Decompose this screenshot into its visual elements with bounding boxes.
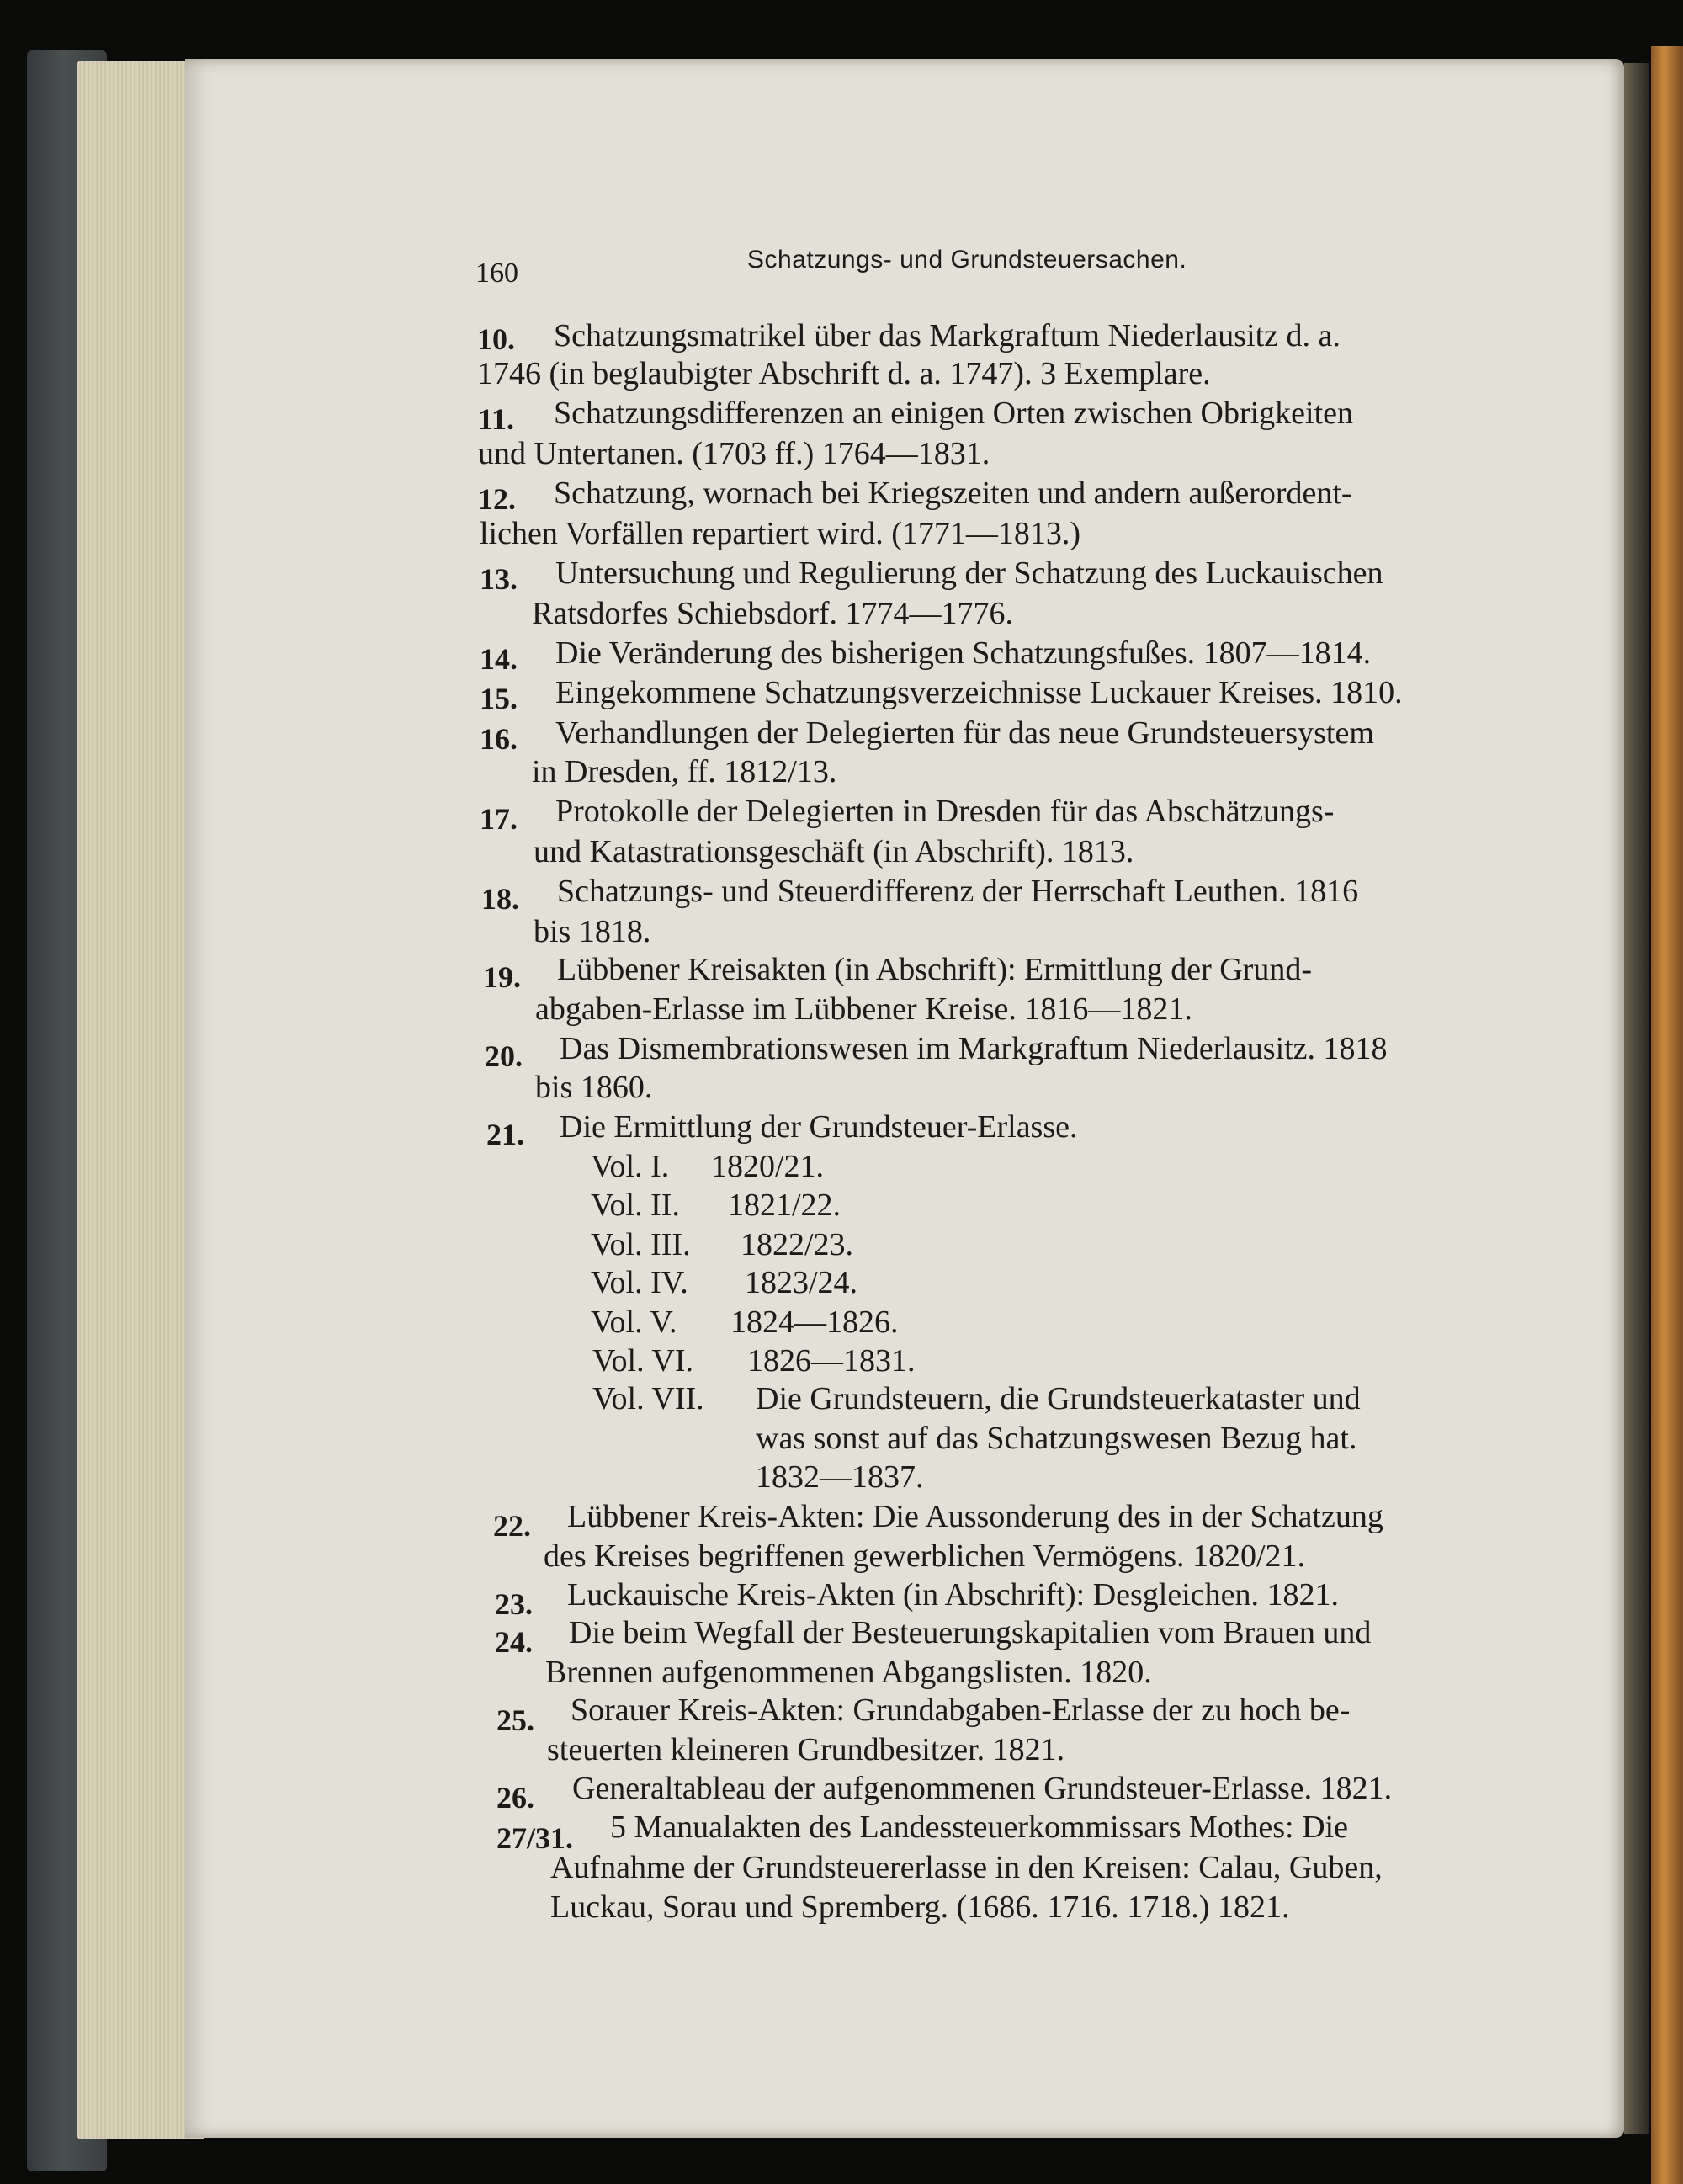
entry-number: 25. — [496, 1703, 534, 1737]
entry-number: 26. — [496, 1781, 534, 1815]
entry-line: 5 Manualakten des Landessteuerkommissars Mothes: Die — [610, 1809, 1348, 1845]
volume-text: 1832—1837. — [756, 1459, 924, 1495]
entry-line: Luckauische Kreis-Akten (in Abschrift): Desgleichen. 1821. — [567, 1577, 1340, 1613]
volume-label: Vol. I. — [591, 1149, 670, 1184]
entry-line: Die beim Wegfall der Besteuerungskapitalien vom Brauen und — [569, 1615, 1372, 1650]
entry-line: und Katastrationsgeschäft (in Abschrift). 1813. — [534, 834, 1134, 869]
volume-text: 1826—1831. — [747, 1343, 916, 1379]
entry-number: 10. — [477, 322, 515, 356]
volume-text: 1821/22. — [728, 1188, 842, 1223]
entry-number: 27/31. — [496, 1821, 574, 1855]
running-title: Schatzungs- und Grundsteuersachen. — [747, 246, 1187, 274]
volume-text: 1822/23. — [741, 1227, 854, 1262]
entry-line: Generaltableau der aufgenommenen Grundsteuer-Erlasse. 1821. — [572, 1771, 1393, 1806]
entry-line: Ratsdorfes Schiebsdorf. 1774—1776. — [532, 596, 1014, 631]
entry-number: 20. — [485, 1039, 523, 1073]
volume-label: Vol. II. — [591, 1188, 680, 1223]
volume-label: Vol. VII. — [592, 1381, 704, 1416]
entry-line: Eingekommene Schatzungsverzeichnisse Luckauer Kreises. 1810. — [555, 675, 1403, 710]
volume-text: 1823/24. — [745, 1265, 858, 1300]
entry-line: Untersuchung und Regulierung der Schatzung des Luckauischen — [555, 555, 1383, 591]
entry-number: 16. — [480, 722, 518, 756]
entry-number: 23. — [495, 1587, 533, 1621]
entry-line: Das Dismembrationswesen im Markgraftum Niederlausitz. 1818 — [560, 1031, 1388, 1066]
entry-number: 21. — [486, 1118, 524, 1151]
entry-line: 1746 (in beglaubigter Abschrift d. a. 1747). 3 Exemplare. — [477, 356, 1211, 391]
page-number: 160 — [475, 258, 518, 289]
entry-number: 14. — [480, 642, 518, 676]
entry-line: in Dresden, ff. 1812/13. — [532, 754, 837, 789]
entry-line: lichen Vorfällen repartiert wird. (1771—1813.) — [480, 516, 1081, 551]
entry-number: 15. — [480, 682, 518, 715]
entry-line: bis 1860. — [535, 1070, 653, 1105]
entry-line: Sorauer Kreis-Akten: Grundabgaben-Erlasse der zu hoch be- — [571, 1692, 1351, 1728]
volume-label: Vol. IV. — [591, 1265, 688, 1300]
entry-line: Protokolle der Delegierten in Dresden für das Abschätzungs- — [555, 794, 1335, 829]
entry-line: Schatzung, wornach bei Kriegszeiten und andern außerordent- — [554, 476, 1352, 511]
entry-line: bis 1818. — [534, 914, 651, 949]
entry-number: 19. — [483, 960, 521, 994]
entry-line: Die Ermittlung der Grundsteuer-Erlasse. — [560, 1109, 1078, 1145]
entry-line: Lübbener Kreis-Akten: Die Aussonderung des in der Schatzung — [567, 1499, 1383, 1534]
entry-line: abgaben-Erlasse im Lübbener Kreise. 1816—1821. — [535, 991, 1192, 1027]
entry-line: Aufnahme der Grundsteuererlasse in den Kreisen: Calau, Guben, — [550, 1850, 1383, 1885]
volume-text: 1820/21. — [711, 1149, 825, 1184]
entry-line: des Kreises begriffenen gewerblichen Vermögens. 1820/21. — [544, 1538, 1306, 1574]
volume-label: Vol. VI. — [592, 1343, 694, 1379]
entry-line: Brennen aufgenommenen Abgangslisten. 1820. — [545, 1655, 1152, 1690]
entry-line: Schatzungsmatrikel über das Markgraftum Niederlausitz d. a. — [554, 318, 1341, 353]
volume-text: was sonst auf das Schatzungswesen Bezug hat. — [756, 1421, 1357, 1456]
entry-number: 13. — [480, 562, 518, 596]
entry-number: 17. — [480, 802, 518, 836]
entry-line: Verhandlungen der Delegierten für das neue Grundsteuersystem — [555, 715, 1374, 751]
volume-label: Vol. III. — [591, 1227, 691, 1262]
volume-label: Vol. V. — [591, 1305, 677, 1340]
entry-number: 24. — [495, 1625, 533, 1659]
entry-line: und Untertanen. (1703 ff.) 1764—1831. — [478, 436, 990, 471]
entry-line: steuerten kleineren Grundbesitzer. 1821. — [547, 1732, 1065, 1767]
volume-text: 1824—1826. — [730, 1305, 899, 1340]
volume-text: Die Grundsteuern, die Grundsteuerkataster und — [756, 1381, 1361, 1416]
entry-number: 12. — [478, 482, 516, 516]
entry-line: Die Veränderung des bisherigen Schatzungsfußes. 1807—1814. — [555, 635, 1372, 671]
entry-number: 18. — [481, 882, 519, 916]
entry-line: Lübbener Kreisakten (in Abschrift): Ermittlung der Grund- — [557, 952, 1312, 987]
entry-line: Schatzungsdifferenzen an einigen Orten zwischen Obrigkeiten — [554, 396, 1353, 431]
entry-number: 11. — [478, 402, 515, 436]
entry-line: Luckau, Sorau und Spremberg. (1686. 1716. 1718.) 1821. — [550, 1889, 1290, 1925]
entry-number: 22. — [493, 1509, 531, 1543]
entry-line: Schatzungs- und Steuerdifferenz der Herrschaft Leuthen. 1816 — [557, 874, 1359, 909]
